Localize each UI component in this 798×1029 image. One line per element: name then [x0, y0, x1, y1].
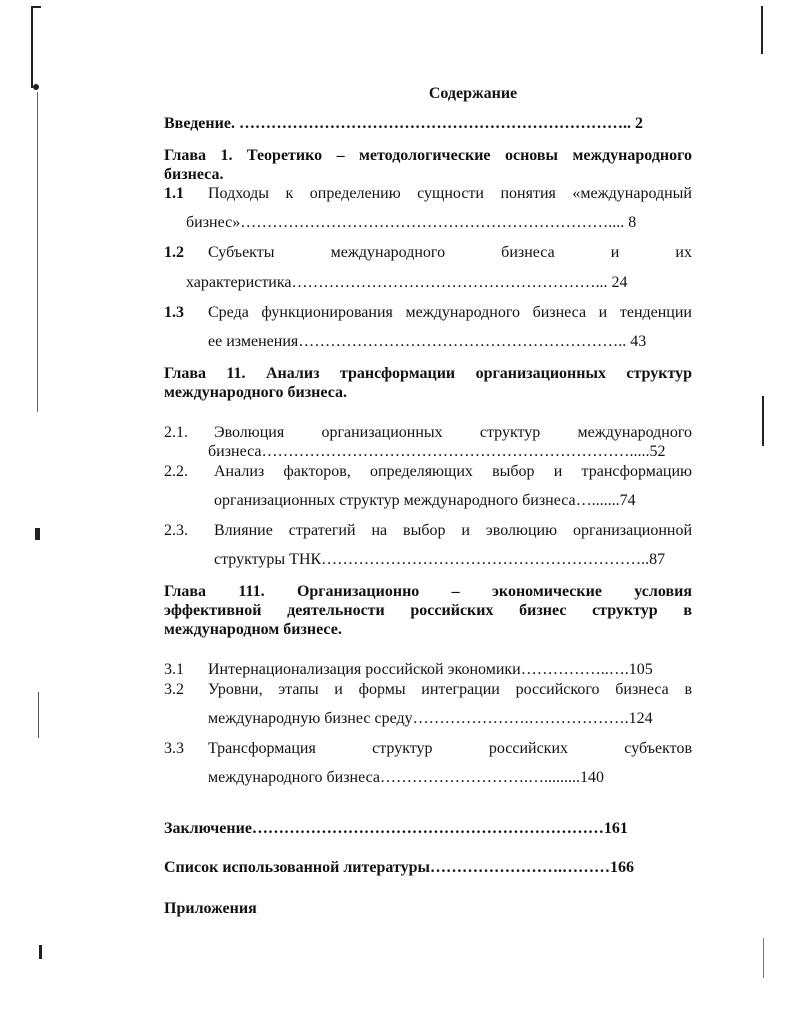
- section-title-cont: бизнеса…………………………………………………………….....52: [208, 443, 666, 460]
- section-title: Подходы к определению сущности понятия «международный: [208, 185, 692, 202]
- section-title: Субъекты международного бизнеса и их: [208, 244, 692, 261]
- scan-mark-left-mid: [35, 528, 40, 540]
- section-title: Анализ факторов, определяющих выбор и трансформацию: [214, 463, 692, 480]
- section-title: Влияние стратегий на выбор и эволюцию организационной: [214, 522, 692, 539]
- section-title-cont: характеристика…………………………………………………... 24: [186, 274, 628, 291]
- chapter3-heading-line2: эффективной деятельности российских бизнес структур в: [164, 602, 692, 619]
- scan-mark-right-mid: [762, 396, 764, 446]
- section-title: Трансформация структур российских субъектов: [208, 740, 692, 757]
- toc-conclusion: Заключение…………………………………………………………161: [164, 820, 628, 837]
- section-number: 2.1.: [164, 424, 188, 441]
- section-number: 1.1: [164, 185, 184, 202]
- scan-mark-right-top: [761, 6, 763, 54]
- section-title-cont: бизнес»…………………………………………………………….... 8: [186, 214, 637, 231]
- chapter3-heading-line1: Глава 111. Организационно – экономические условия: [164, 583, 692, 600]
- chapter1-heading-line1: Глава 1. Теоретико – методологические основы международного: [164, 147, 692, 164]
- scan-mark-left-top: [31, 6, 33, 88]
- scan-mark-left-bottom: [39, 945, 42, 959]
- chapter2-heading-line1: Глава 11. Анализ трансформации организационных структур: [164, 365, 692, 382]
- chapter1-heading-line2: бизнеса.: [164, 166, 224, 183]
- section-number: 1.2: [164, 244, 184, 261]
- section-number: 3.1: [164, 661, 184, 678]
- section-title-cont: организационных структур международного бизнеса….......74: [214, 492, 636, 509]
- section-title: Интернационализация российской экономики……………..….105: [208, 661, 653, 678]
- scan-mark-right-low: [763, 938, 764, 978]
- toc-intro: Введение. ……………………………………………………………….. 2: [164, 115, 643, 132]
- chapter2-heading-line2: международного бизнеса.: [164, 384, 347, 401]
- toc-appendix: Приложения: [164, 900, 257, 917]
- section-number: 1.3: [164, 304, 184, 321]
- scan-mark-left-line: [37, 92, 38, 412]
- chapter3-heading-line3: международном бизнесе.: [164, 621, 342, 638]
- toc-title: Содержание: [428, 85, 518, 102]
- scan-mark-left-top-tick: [31, 6, 41, 8]
- scan-mark-left-low: [38, 692, 39, 738]
- section-number: 2.3.: [164, 522, 188, 539]
- section-title-cont: структуры ТНК……………………………………………………..87: [214, 551, 666, 568]
- toc-references: Список использованной литературы…………………….………166: [164, 859, 634, 876]
- section-title: Эволюция организационных структур международного: [214, 424, 692, 441]
- section-title-cont: ее изменения…………………………………………………….. 43: [208, 333, 647, 350]
- section-title-cont: международного бизнеса……………………….….........140: [208, 769, 604, 786]
- section-number: 3.2: [164, 681, 184, 698]
- section-title: Уровни, этапы и формы интеграции российского бизнеса в: [208, 681, 692, 698]
- section-number: 3.3: [164, 740, 184, 757]
- section-title-cont: международную бизнес среду………………….……………….124: [208, 710, 653, 727]
- section-title: Среда функционирования международного бизнеса и тенденции: [208, 304, 692, 321]
- section-number: 2.2.: [164, 463, 188, 480]
